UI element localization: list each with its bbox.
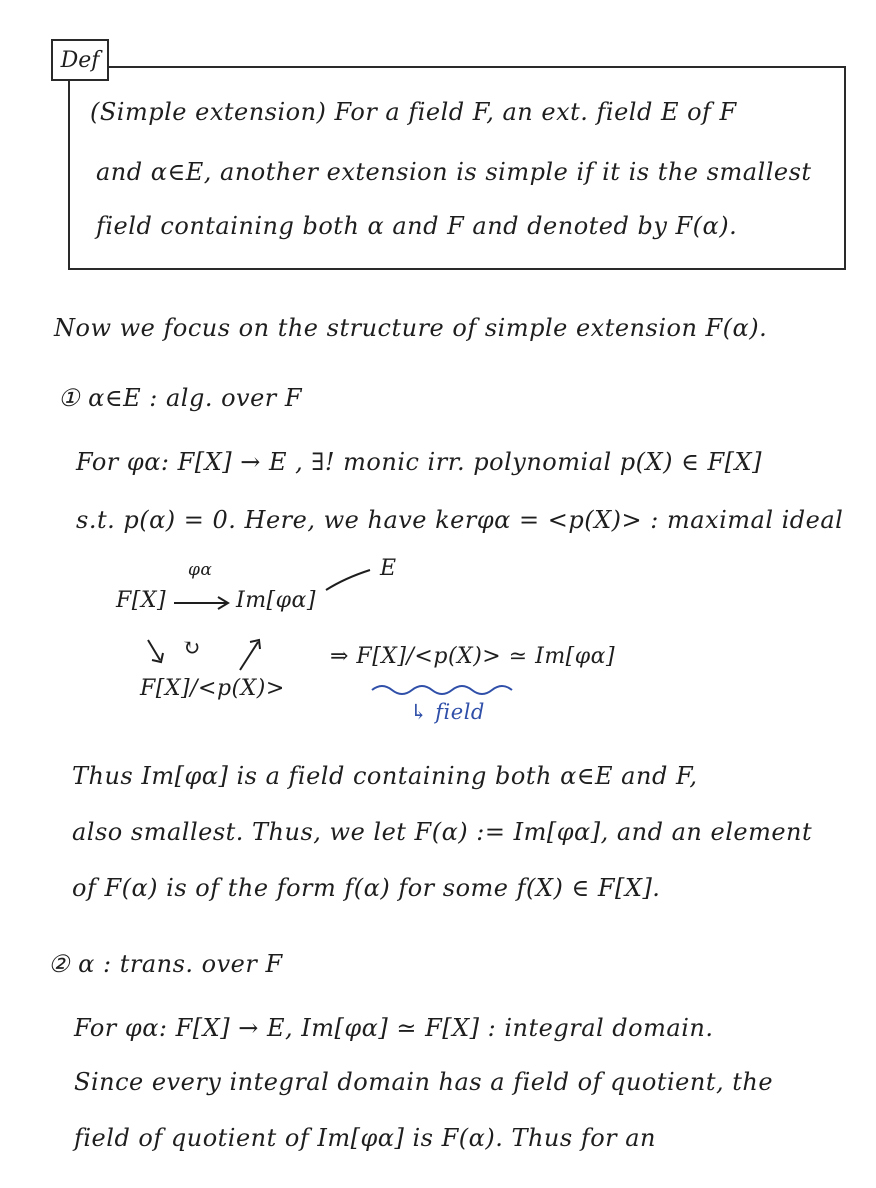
case2-heading: ② α : trans. over F [48, 950, 283, 978]
field-underline [372, 686, 512, 694]
diagram-image: Im[φα] [236, 588, 316, 613]
projection-arrow [148, 640, 160, 660]
case1-conclusion-3: of F(α) is of the form f(α) for some f(X) ∈ F[X]. [72, 874, 661, 902]
definition-tag: Def [51, 39, 109, 81]
diagram-target: E [380, 556, 397, 581]
case1-line-2: s.t. p(α) = 0. Here, we have kerφα = <p(X)> : maximal ideal [76, 506, 844, 534]
definition-line-3: field containing both α and F and denoted by F(α). [96, 212, 738, 240]
case1-conclusion-1: Thus Im[φα] is a field containing both α∈E and F, [72, 762, 698, 790]
definition-line-1: (Simple extension) For a field F, an ext. field E of F [90, 98, 737, 126]
definition-line-2: and α∈E, another extension is simple if it is the smallest [96, 158, 812, 186]
case1-line-1: For φα: F[X] → E , ∃! monic irr. polynomial p(X) ∈ F[X] [76, 448, 762, 476]
diagram-commute-loop: ↻ [182, 636, 201, 661]
case2-line-2: Since every integral domain has a field of quotient, the [74, 1068, 774, 1096]
diagram-arrow-label: φα [188, 560, 213, 580]
diagram-source: F[X] [116, 588, 167, 613]
induced-map-arrow [240, 642, 258, 670]
inclusion-line [326, 570, 370, 590]
diagram-isomorphism: ⇒ F[X]/<p(X)> ≃ Im[φα] [330, 644, 616, 669]
case1-conclusion-2: also smallest. Thus, we let F(α) := Im[φα], and an element [72, 818, 813, 846]
diagram-quotient: F[X]/<p(X)> [140, 676, 285, 701]
field-annotation: ↳ field [410, 700, 485, 724]
intro-line: Now we focus on the structure of simple extension F(α). [54, 314, 768, 342]
case1-heading: ① α∈E : alg. over F [58, 384, 303, 412]
case2-line-3: field of quotient of Im[φα] is F(α). Thus for an [74, 1124, 657, 1152]
case2-line-1: For φα: F[X] → E, Im[φα] ≃ F[X] : integral domain. [74, 1014, 714, 1042]
